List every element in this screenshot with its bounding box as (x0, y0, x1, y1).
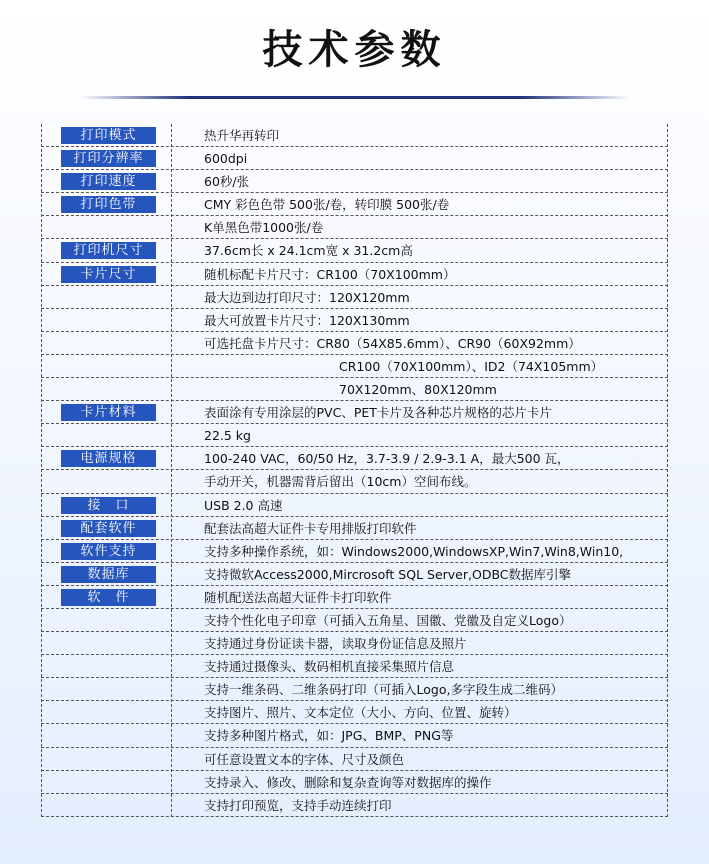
spec-row (41, 470, 668, 493)
spec-label: 卡片材料 (61, 404, 156, 421)
spec-row (41, 794, 668, 817)
spec-value: 手动开关，机器需背后留出（10cm）空间布线。 (204, 474, 477, 490)
spec-value: USB 2.0 高速 (204, 497, 283, 513)
spec-value: CMY 彩色色带 500张/卷，转印膜 500张/卷 (204, 197, 450, 213)
spec-value: 70X120mm、80X120mm (339, 382, 497, 398)
spec-value: CR100（70X100mm）、ID2（74X105mm） (339, 358, 604, 374)
spec-row (41, 309, 668, 332)
spec-row (41, 563, 668, 586)
spec-value: 支持多种图片格式，如：JPG、BMP、PNG等 (204, 728, 454, 744)
spec-value: 热升华再转印 (204, 128, 280, 143)
spec-value: 最大可放置卡片尺寸：120X130mm (204, 312, 410, 328)
spec-row (41, 147, 668, 170)
spec-label: 软件支持 (61, 543, 156, 560)
spec-label: 数据库 (61, 566, 156, 583)
title-divider (80, 96, 629, 99)
spec-row (41, 216, 668, 239)
spec-value: 支持一维条码、二维条码打印（可插入Logo,多字段生成二维码） (204, 682, 563, 698)
spec-row (41, 378, 668, 401)
spec-value: 支持图片、照片、文本定位（大小、方向、位置、旋转） (204, 705, 517, 721)
spec-value: 配套法高超大证件卡专用排版打印软件 (204, 520, 417, 536)
spec-row (41, 401, 668, 424)
spec-row (41, 286, 668, 309)
spec-row (41, 678, 668, 701)
spec-row (41, 355, 668, 378)
spec-row (41, 701, 668, 724)
spec-label: 打印速度 (61, 173, 156, 190)
spec-row (41, 632, 668, 655)
spec-row (41, 424, 668, 447)
spec-row (41, 193, 668, 216)
spec-value: 支持通过摄像头、数码相机直接采集照片信息 (204, 659, 455, 675)
spec-label: 电源规格 (61, 450, 156, 467)
spec-label: 打印分辨率 (61, 150, 156, 167)
spec-row (41, 771, 668, 794)
spec-row (41, 170, 668, 193)
page-title: 技术参数 (262, 27, 447, 73)
spec-value: 支持微软Access2000,Mircrosoft SQL Server,ODBC数据库引擎 (204, 566, 572, 582)
spec-value: K单黑色带1000张/卷 (204, 220, 324, 236)
spec-row (41, 239, 668, 262)
spec-label: 接 口 (61, 497, 156, 514)
spec-value: 支持多种操作系统，如：Windows2000,WindowsXP,Win7,Win8,Win10, (204, 543, 624, 559)
spec-value: 可任意设置文本的字体、尺寸及颜色 (204, 751, 405, 767)
spec-value: 最大边到边打印尺寸：120X120mm (204, 289, 410, 305)
spec-label: 配套软件 (61, 520, 156, 537)
spec-label: 软 件 (61, 589, 156, 606)
spec-row (41, 332, 668, 355)
spec-value: 100-240 VAC，60/50 Hz，3.7-3.9 / 2.9-3.1 A，最大500 瓦， (204, 451, 570, 467)
spec-row (41, 263, 668, 286)
spec-label: 打印模式 (61, 127, 156, 144)
spec-value: 支持录入、修改、删除和复杂查询等对数据库的操作 (204, 774, 492, 790)
spec-row (41, 494, 668, 517)
spec-row (41, 124, 668, 147)
spec-value: 随机配送法高超大证件卡打印软件 (204, 589, 392, 605)
spec-value: 37.6cm长 x 24.1cm宽 x 31.2cm高 (204, 243, 413, 259)
spec-label: 打印色带 (61, 196, 156, 213)
spec-row (41, 447, 668, 470)
spec-row (41, 517, 668, 540)
spec-row (41, 724, 668, 747)
spec-value: 表面涂有专用涂层的PVC、PET卡片及各种芯片规格的芯片卡片 (204, 405, 552, 421)
spec-label: 打印机尺寸 (61, 242, 156, 259)
spec-value: 支持个性化电子印章（可插入五角星、国徽、党徽及自定义Logo） (204, 612, 572, 628)
spec-value: 22.5 kg (204, 428, 251, 444)
spec-table (41, 124, 668, 817)
spec-row (41, 586, 668, 609)
spec-row (41, 655, 668, 678)
spec-row (41, 748, 668, 771)
spec-label: 卡片尺寸 (61, 266, 156, 283)
spec-row (41, 540, 668, 563)
spec-value: 可选托盘卡片尺寸：CR80（54X85.6mm）、CR90（60X92mm） (204, 335, 581, 351)
spec-value: 支持通过身份证读卡器，读取身份证信息及照片 (204, 636, 467, 652)
spec-row (41, 609, 668, 632)
spec-value: 支持打印预览，支持手动连续打印 (204, 797, 392, 813)
spec-value: 600dpi (204, 151, 248, 167)
spec-value: 随机标配卡片尺寸：CR100（70X100mm） (204, 266, 456, 282)
spec-value: 60秒/张 (204, 174, 250, 190)
